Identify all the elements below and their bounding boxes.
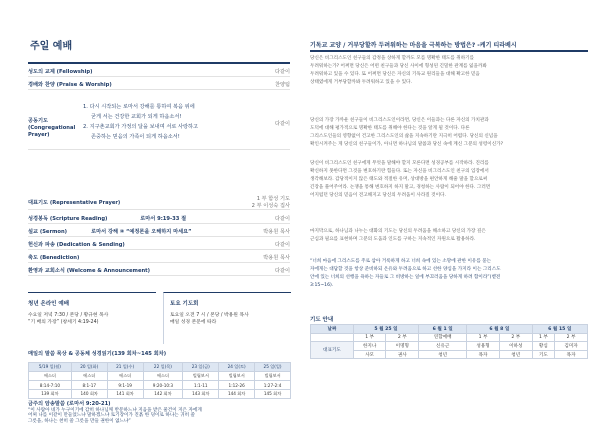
bible-day: 22 일(목) [143,363,183,372]
order-sermon: 설교 (Sermon) 로마서 강해 ⑩ “예정론을 오해하지 마세요” 박용원 목사 [28,226,290,237]
duty-title: 청년 [419,350,467,359]
duty-name: 황심 [532,342,555,351]
divider [28,62,290,64]
bible-ref: 1:27-2:4 [255,381,291,390]
bible-day: 25 일(일) [255,363,291,372]
article-paragraph-4: 마지막으로, 하나님과 나누는 대화의 기도는 당신의 두려움을 해소하고 당신의 가장 깊은 근심과 필요를 표현하며 그분의 도움과 인도를 구하는 지속적인 자원으로 활용하라. [310,229,486,242]
bible-ref: 9:1-19 [107,381,143,390]
article-paragraph-3: 당신이 비그리스도인 친구에게 무엇을 말해야 할지 모른다면 성경공부를 시작하라. 진리를 확신하지 못한다면 그것을 변호하기란 힘들다. 또는 자신을 비그리스도인 친구의 입장에서 생각해보라. 감당적이지 않은 태도와 적절한 유머, 상대방을 편안하게 해줄 말을 할으로써 긴장을 풀어주어라. 논쟁을 통해 변호하지 하지 말고, 경청하는 사람이 되어야 한다. 그러면 어지럽던 당신의 믿음이 견고해지고 당신의 두려움이 사라질 것이다. [310,161,491,198]
duty-title: 사모 [353,350,386,359]
memory-verse: “이 사람아 네가 누구이기에 감히 하나님께 반문하느냐 지음을 받은 물건이 지은 자에게 어찌 나를 이같이 만들었느냐 말하겠느냐 토기장이가 진흙 한 덩이로 하나는 귀히 쓸 그릇을, 하나는 천히 쓸 그릇을 만들 권한이 없느냐” [28,408,202,424]
article-paragraph-2: 당신의 가장 가까운 친구들이 비그리스도인이라면, 당신은 이들과는 다른 자신의 가치관과 도덕에 대해 평가적으로 명확한 태도를 취해야 한다는 것을 알게 될 것이다. 다른 그리스도인들의 영향없이 건고한 그리스도인의 삶을 지속하기란 지극히 어렵다. 당신의 신념을 확인시켜주는 게 당신의 친구들이가, 아니면 하나님의 말씀과 당신 속에 계신 그분의 성령이신가? [310,118,504,147]
duty-name: 김미자 [555,342,588,351]
bible-book: 에스더 [29,372,72,381]
article-scripture-quote: “너희 마음에 그리스도를 주로 삼아 거룩하게 하고 너희 속에 있는 소망에 관한 이유를 묻는 자에게는 대답할 것을 항상 준비하되 온유와 두려움으로 하고 선한 양심을 가지라 이는 그리스도 안에 있는 너희의 선행을 욕하는 자들로 그 비방하는 일에 부끄러움을 당하게 하려 함이라”(벧전 3:15~16). [310,259,501,288]
duty-service: 2 부 [386,333,419,342]
bible-day: 24 일(토) [219,363,255,372]
bible-ref: 8:14-7:10 [29,381,72,390]
order-fellowship: 성도의 교제 (Fellowship) 다같이 [28,66,290,77]
article-paragraph-1: 당신은 비그리스도인 친구들의 감정을 상하게 할까도 모를 명확한 태도를 취하기를 두려워하는가? 어쩌면 당신은 어떤 친구들과 당신 사이에 형성된 긴밀한 관계를 잃을까봐 두려워하고 있을 수 있다. 또 어쩌면 당신은 자신의 기독교 원리들을 대해 확고한 믿음 상태였에게 거부당할까봐 두려워하고 있을 수 있다. [310,56,487,85]
bible-ref: 9:20-10:3 [143,381,183,390]
order-scripture: 성경봉독 (Scripture Reading) 로마서 9:19-33 절 다같이 [28,213,290,224]
bible-count: 144 회차 [219,390,255,399]
duty-title: 기도 [532,350,555,359]
bible-day: 23 일(금) [183,363,219,372]
congregational-prayer: 공동기도 (Congregational Prayer) 1. 다시 시작되는 로마서 강해를 통하여 복음 위에 굳게 서는 건강한 교회가 되게 하옵소서! 2. 지구촌교회가 가정의 달을 보내며 서로 사랑하고 존중하는 믿음의 가족이 되게 하옵소서! 다같이 [28,100,290,150]
prayer-duty-heading: 기도 안내 [310,317,334,323]
duty-title: 목자 [467,350,500,359]
bible-book: 빌립보서 [219,372,255,381]
duty-title: 목자 [555,350,588,359]
saturday-prayer-box: 토요 기도회 토요일 오전 7 시 / 본당 / 박용원 목사 매일 성경 본문에 따라 [163,292,291,344]
duty-name: 신유근 [419,342,467,351]
duty-service: 1 부 [532,333,555,342]
bible-ref: 1:1-11 [183,381,219,390]
duty-service: 2 부 [555,333,588,342]
bible-book: 빌립보서 [183,372,219,381]
duty-title: 청년 [499,350,532,359]
bible-reading-title: 매일의 말씀 묵상 & 공동체 성경읽기(139 회차~145 회차) [28,351,167,357]
divider [310,50,588,52]
duty-name: 한지나 [353,342,386,351]
bible-count: 140 회차 [71,390,107,399]
bible-book: 에스더 [143,372,183,381]
bible-book: 빌립보서 [255,372,291,381]
bible-count: 145 회차 [255,390,291,399]
order-praise: 경배와 찬양 (Praise & Worship) 찬양팀 [28,79,290,90]
bible-ref: 8:1-17 [71,381,107,390]
bible-day: 21 일(수) [107,363,143,372]
order-dedication: 헌신과 파송 (Dedication & Sending) 다같이 [28,239,290,250]
bible-count: 143 회차 [183,390,219,399]
page-title: 주일 예배 [30,41,73,52]
bible-count: 141 회차 [107,390,143,399]
duty-service: 1 부 [353,333,386,342]
article-title: 기독교 교양 / 거부당할까 두려워하는 마음을 극복하는 방법은? -케기 티라베시 [310,42,517,49]
duty-service: 1 부 [467,333,500,342]
order-rep-prayer: 대표기도 (Representative Prayer) 1 부 함성 기도 2 부 이성숙 집사 [28,196,290,209]
prayer-duty-table: 날짜 5 월 25 일 6 월 1 일 6 월 8 일 6 월 15 일 1 부 2 부 연합예배 1 부 2 부 1 부 2 부 대표기도 한지나 이명형 신유근 성용형 이하성 황심 김미자 사모 권사 청년 목자 청년 기도 목자 [310,324,588,359]
right-page [300,0,600,424]
duty-title: 권사 [386,350,419,359]
bible-book: 에스더 [71,372,107,381]
bible-ref: 1:12-26 [219,381,255,390]
duty-service: 연합예배 [419,333,467,342]
bible-day: 5/19 일(월) [29,363,72,372]
duty-name: 이명형 [386,342,419,351]
duty-name: 성용형 [467,342,500,351]
youth-worship-box: 청년 온라인 예배 수요일 저녁 7:30 / 본당 / 황규현 목사 “기 배의 가장” (창세기 4:19-24) [28,292,156,344]
duty-name: 이하성 [499,342,532,351]
order-benediction: 축도 (Benediction) 박용원 목사 [28,252,290,263]
bible-book: 에스더 [107,372,143,381]
bible-day: 20 일(화) [71,363,107,372]
memory-verse-heading: 금주의 암송말씀 (로마서 9:20-21) [28,401,111,407]
duty-service: 2 부 [499,333,532,342]
order-welcome: 환영과 교회소식 (Welcome & Announcement) 다같이 [28,265,290,276]
bible-reading-table [28,362,291,399]
bible-count: 139 회차 [29,390,72,399]
bible-count: 142 회차 [143,390,183,399]
